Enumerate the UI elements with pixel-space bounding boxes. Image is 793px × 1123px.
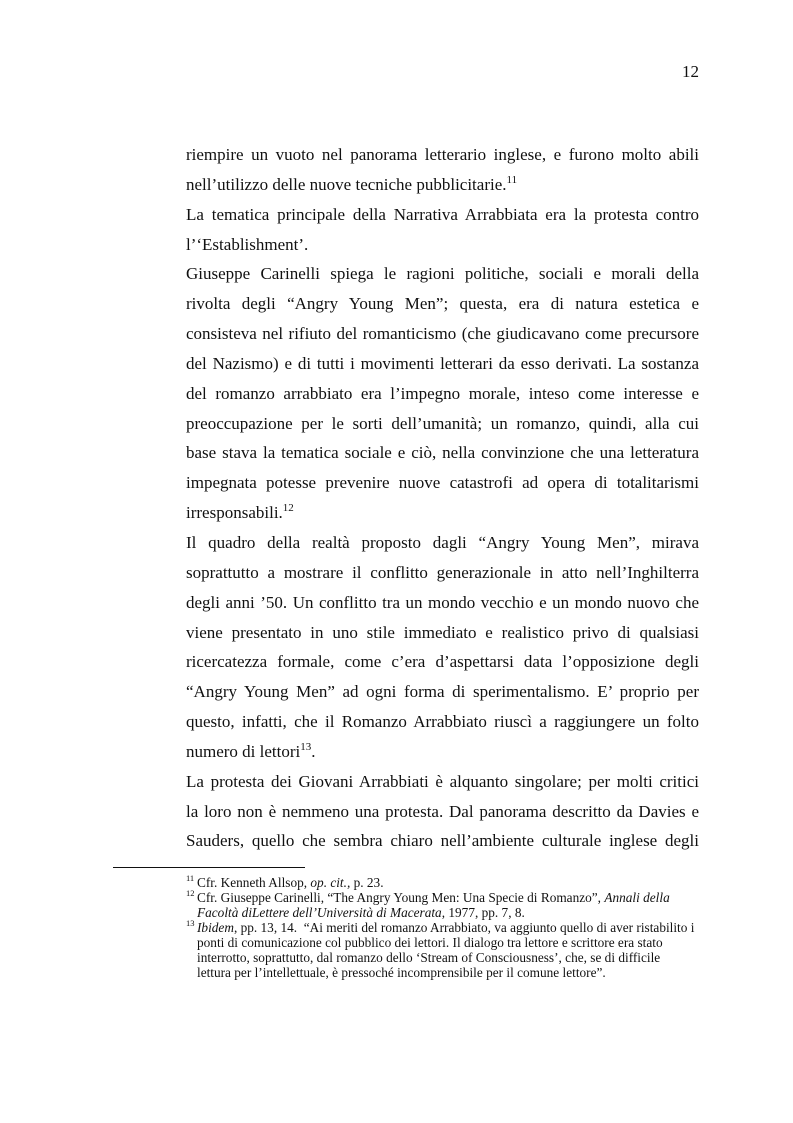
footnote-13 (186, 920, 694, 935)
footnote-italic-text: op. cit., (310, 875, 351, 890)
paragraph-2 (186, 200, 699, 260)
body-line-text: nell’utilizzo delle nuove tecniche pubblicitarie. (186, 174, 507, 194)
footnote-text: , pp. 13, 14. “Ai meriti del romanzo Arrabbiato, va aggiunto quello di aver ristabilito i (233, 920, 695, 935)
body-line: Il quadro della realtà proposto dagli “Angry Young Men”, mirava (186, 532, 699, 552)
paragraph-1 (186, 140, 699, 200)
body-line (186, 737, 699, 767)
footnote-number: 12 (186, 888, 195, 898)
body-line: La tematica principale della Narrativa Arrabbiata era la protesta contro (186, 204, 699, 224)
footnote-text: , 1977, pp. 7, 8. (441, 905, 525, 920)
footnote-number: 11 (186, 873, 195, 883)
paragraph-3 (186, 259, 699, 528)
body-line: l’‘Establishment’. (186, 234, 309, 254)
footnote-number: 13 (186, 918, 195, 928)
body-line (186, 498, 699, 528)
body-line: riempire un vuoto nel panorama letterario inglese, e furono molto abili (186, 145, 699, 164)
body-line: del Nazismo) e di tutti i movimenti letterari da esso derivati. La sostanza (186, 353, 699, 373)
footnote-13-continued (186, 950, 694, 965)
body-line: degli anni ’50. Un conflitto tra un mondo vecchio e un mondo nuovo che (186, 592, 699, 612)
body-line (186, 170, 699, 200)
body-text (186, 140, 699, 856)
footnotes (186, 875, 694, 980)
footnote-ref: 12 (282, 502, 294, 515)
footnote-italic-text: Facoltà diLettere dell’Università di Macerata (197, 905, 442, 920)
footnote-italic-text: Ibidem (197, 920, 234, 935)
footnote-text: p. 23. (350, 875, 384, 890)
body-line: Giuseppe Carinelli spiega le ragioni politiche, sociali e morali della (186, 264, 699, 284)
body-line: La protesta dei Giovani Arrabbiati è alquanto singolare; per molti critici (186, 771, 699, 791)
footnote-text: Cfr. Giuseppe Carinelli, “The Angry Young Men: Una Specie di Romanzo”, (197, 890, 605, 905)
page-number: 12 (682, 62, 699, 81)
body-line: viene presentato in uno stile immediato e realistico privo di qualsiasi (186, 622, 699, 642)
body-line: la loro non è nemmeno una protesta. Dal panorama descritto da Davies e (186, 801, 699, 821)
body-line-text: . (311, 741, 316, 761)
body-line: questo, infatti, che il Romanzo Arrabbiato riuscì a raggiungere un folto (186, 712, 699, 732)
footnote-text: interrotto, soprattutto, dal romanzo dello ‘Stream of Consciousness’, che, se di difficile (197, 950, 661, 965)
paragraph-4 (186, 528, 699, 767)
footnote-text: ponti di comunicazione col pubblico dei lettori. Il dialogo tra lettore e scrittore era stato (197, 935, 663, 950)
body-line: impegnata potesse prevenire nuove catastrofi ad opera di totalitarismi (186, 473, 699, 493)
body-line: preoccupazione per le sorti dell’umanità; un romanzo, quindi, alla cui (186, 413, 699, 433)
body-line: Sauders, quello che sembra chiaro nell’ambiente culturale inglese degli (186, 831, 699, 851)
footnote-text: Cfr. Kenneth Allsop, (197, 875, 311, 890)
footnote-separator (113, 867, 305, 868)
footnote-12 (186, 890, 694, 905)
footnote-ref: 11 (506, 173, 518, 186)
footnote-ref: 13 (300, 740, 312, 753)
body-line: del romanzo arrabbiato era l’impegno morale, inteso come interesse e (186, 383, 699, 403)
footnote-text: lettura per l’intellettuale, è pressoché incomprensibile per il comune lettore”. (197, 965, 606, 980)
body-line-text: irresponsabili. (186, 503, 283, 523)
footnote-12-continued (186, 905, 694, 920)
footnote-13-continued (186, 965, 694, 980)
body-line: base stava la tematica sociale e ciò, nella convinzione che una letteratura (186, 443, 699, 463)
body-line: soprattutto a mostrare il conflitto generazionale in atto nell’Inghilterra (186, 562, 699, 582)
body-line: rivolta degli “Angry Young Men”; questa, era di natura estetica e (186, 294, 699, 314)
footnote-italic-text: Annali della (604, 890, 670, 905)
body-line-text: numero di lettori (186, 741, 301, 761)
paragraph-5 (186, 767, 699, 857)
footnote-11 (186, 875, 694, 890)
body-line: ricercatezza formale, come c’era d’aspettarsi data l’opposizione degli (186, 652, 699, 672)
body-line: consisteva nel rifiuto del romanticismo (che giudicavano come precursore (186, 324, 699, 344)
body-line: “Angry Young Men” ad ogni forma di sperimentalismo. E’ proprio per (186, 682, 699, 702)
footnote-13-continued (186, 935, 694, 950)
